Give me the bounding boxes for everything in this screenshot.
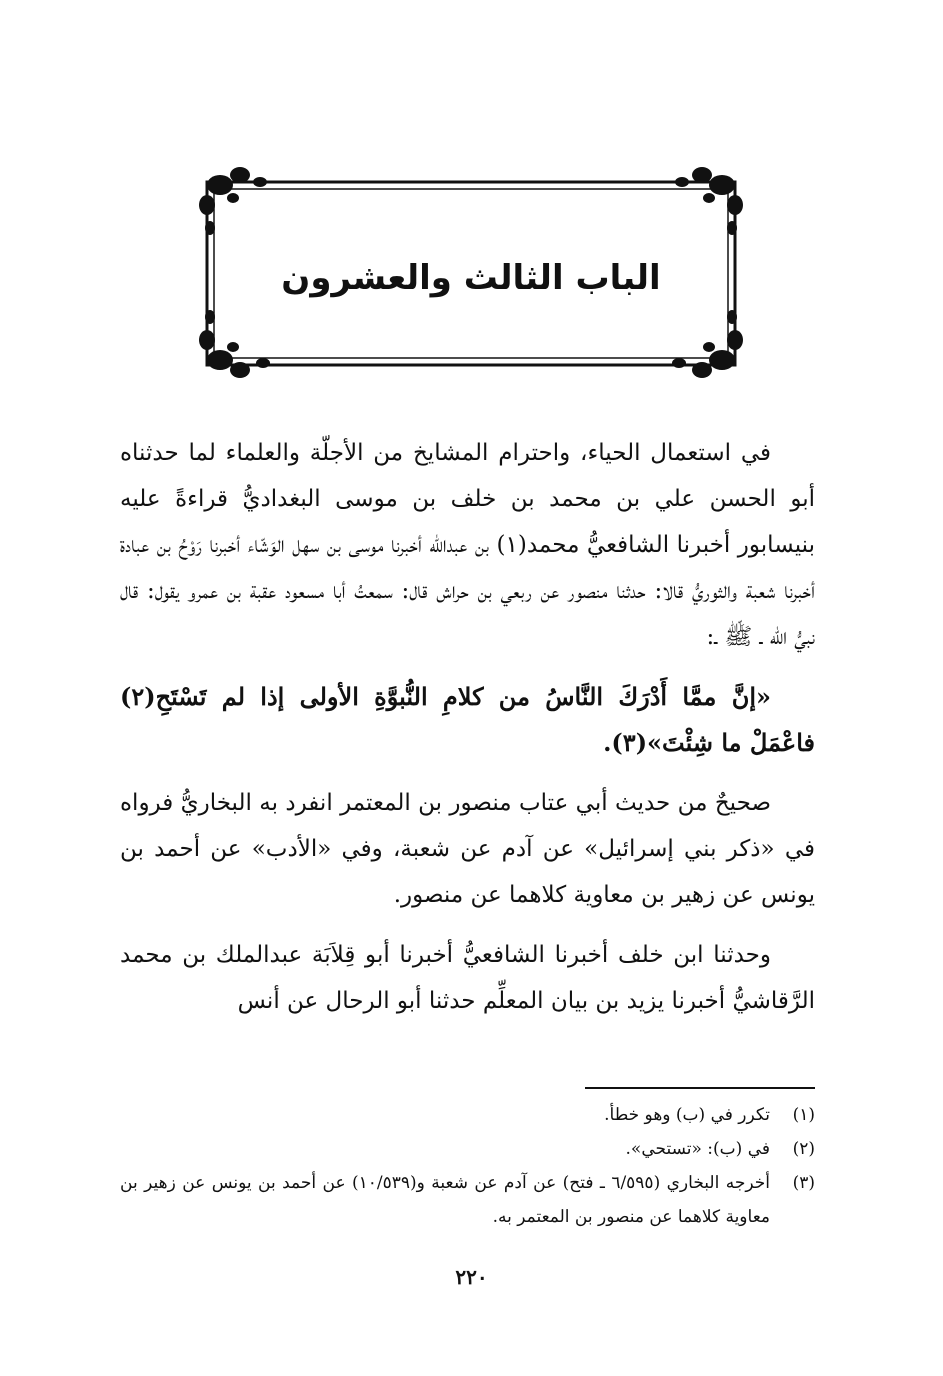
footnote-number: (٣)	[792, 1173, 815, 1193]
footnote-text: تكرر في (ب) وهو خطأ.	[604, 1105, 770, 1125]
chapter-title: الباب الثالث والعشرون	[281, 258, 661, 298]
page-number: ٢٢٠	[455, 1265, 488, 1289]
footnote-item	[120, 1098, 815, 1132]
floral-corner-top-left	[199, 167, 267, 235]
floral-corner-bottom-left	[199, 310, 270, 378]
paragraph-continuation: وحدثنا ابن خلف أخبرنا الشافعيُّ أخبرنا أبو قِلاَبَة عبدالملك بن محمد الرَّقاشيُّ أخبرنا يزيد بن بيان المعلِّم حدثنا أبو الرحال عن أنس	[120, 942, 815, 1014]
paragraph-intro: في استعمال الحياء، واحترام المشايخ من الأجلّة والعلماء لما حدثناه أبو الحسن علي بن محمد بن خلف بن موسى البغداديُّ قراءةً عليه بنيسابور أخبرنا الشافعيُّ محمد(١) بن عبدالله أخبرنا موسى بن سهل الوَشّاء أخبرنا رَوْحُ بن عبادة أخبرنا شعبة والثوريُّ قالا: حدثنا منصور عن ربعي بن حراش قال: سمعتُ أبا مسعود عقبة بن عمرو يقول: قال نبيُّ الله ـ ﷺ ـ:	[120, 440, 815, 650]
footnote-item	[120, 1166, 815, 1234]
floral-corner-bottom-right	[672, 310, 743, 378]
footnote-text: في (ب): «تستحي».	[625, 1139, 770, 1159]
paragraph-hadith: «إنَّ ممَّا أَدْرَكَ النَّاسُ من كلامِ النُّبوَّةِ الأولى إذا لم تَسْتَحِ(٢) فاعْمَلْ ما شِئْتَ»(٣).	[120, 682, 815, 757]
paragraph-commentary: صحيحٌ من حديث أبي عتاب منصور بن المعتمر انفرد به البخاريُّ فرواه في «ذكر بني إسرائيل» عن آدم عن شعبة، وفي «الأدب» عن أحمد بن يونس عن زهير بن معاوية كلاهما عن منصور.	[120, 790, 815, 908]
footnote-separator	[585, 1087, 815, 1089]
footnotes	[120, 1098, 815, 1234]
footnote-text: أخرجه البخاري (٦/٥٩٥ ـ فتح) عن آدم عن شعبة و(١٠/٥٣٩) عن أحمد بن يونس عن زهير بن معاوية كلاهما عن منصور بن المعتمر به.	[120, 1173, 770, 1227]
floral-corner-top-right	[675, 167, 743, 235]
footnote-number: (١)	[792, 1105, 815, 1125]
footnote-item	[120, 1132, 815, 1166]
chapter-title-frame	[195, 160, 747, 385]
body-text	[120, 430, 815, 1038]
footnote-number: (٢)	[792, 1139, 815, 1159]
